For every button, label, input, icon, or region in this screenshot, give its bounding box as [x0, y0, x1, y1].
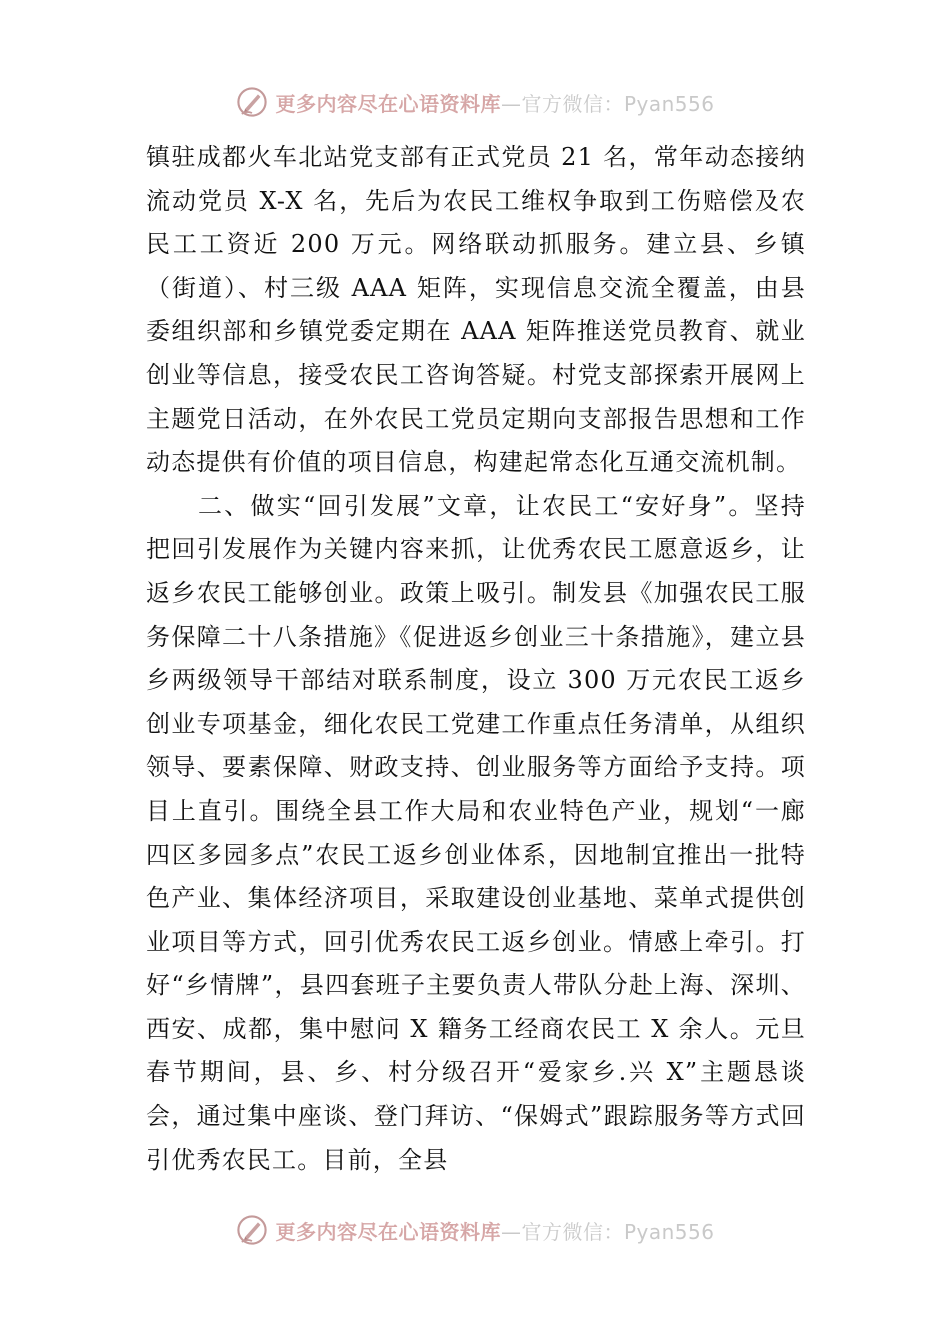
paragraph-1: 镇驻成都火车北站党支部有正式党员 21 名，常年动态接纳流动党员 X-X 名，先后为农民工维权争取到工伤赔偿及农民工工资近 200 万元。网络联动抓服务。建立县、乡镇（街道）、村三级 AAA 矩阵，实现信息交流全覆盖，由县委组织部和乡镇党委定期在 AAA 矩阵推送党员教育、就业创业等信息，接受农民工咨询答疑。村党支部探索开展网上主题党日活动，在外农民工党员定期向支部报告思想和工作动态提供有价值的项目信息，构建起常态化互通交流机制。	[146, 143, 806, 477]
footer-banner-main: 更多内容尽在心语资料库	[275, 1219, 501, 1244]
paragraph-2: 二、做实“回引发展”文章，让农民工“安好身”。坚持把回引发展作为关键内容来抓，让优秀农民工愿意返乡，让返乡农民工能够创业。政策上吸引。制发县《加强农民工服务保障二十八条措施》《促进返乡创业三十条措施》，建立县乡两级领导干部结对联系制度，设立 300 万元农民工返乡创业专项基金，细化农民工党建工作重点任务清单，从组织领导、要素保障、财政支持、创业服务等方面给予支持。项目上直引。围绕全县工作大局和农业特色产业，规划“一廊四区多园多点”农民工返乡创业体系，因地制宜推出一批特色产业、集体经济项目，采取建设创业基地、菜单式提供创业项目等方式，回引优秀农民工返乡创业。情感上牵引。打好“乡情牌”，县四套班子主要负责人带队分赴上海、深圳、西安、成都，集中慰问 X 籍务工经商农民工 X 余人。元旦春节期间，县、乡、村分级召开“爱家乡.兴 X”主题恳谈会，通过集中座谈、登门拜访、“保姆式”跟踪服务等方式回引优秀农民工。目前，全县	[146, 491, 806, 1174]
footer-banner	[0, 1208, 950, 1252]
footer-banner-text	[275, 1216, 714, 1245]
header-banner-main: 更多内容尽在心语资料库	[275, 91, 501, 116]
footer-banner-sub: —官方微信：Pyan556	[500, 1219, 715, 1244]
header-banner	[0, 80, 950, 124]
header-banner-sub: —官方微信：Pyan556	[500, 91, 715, 116]
pen-logo-icon	[235, 85, 269, 119]
document-body	[146, 136, 806, 1182]
header-banner-text	[275, 88, 714, 117]
pen-logo-icon	[235, 1213, 269, 1247]
